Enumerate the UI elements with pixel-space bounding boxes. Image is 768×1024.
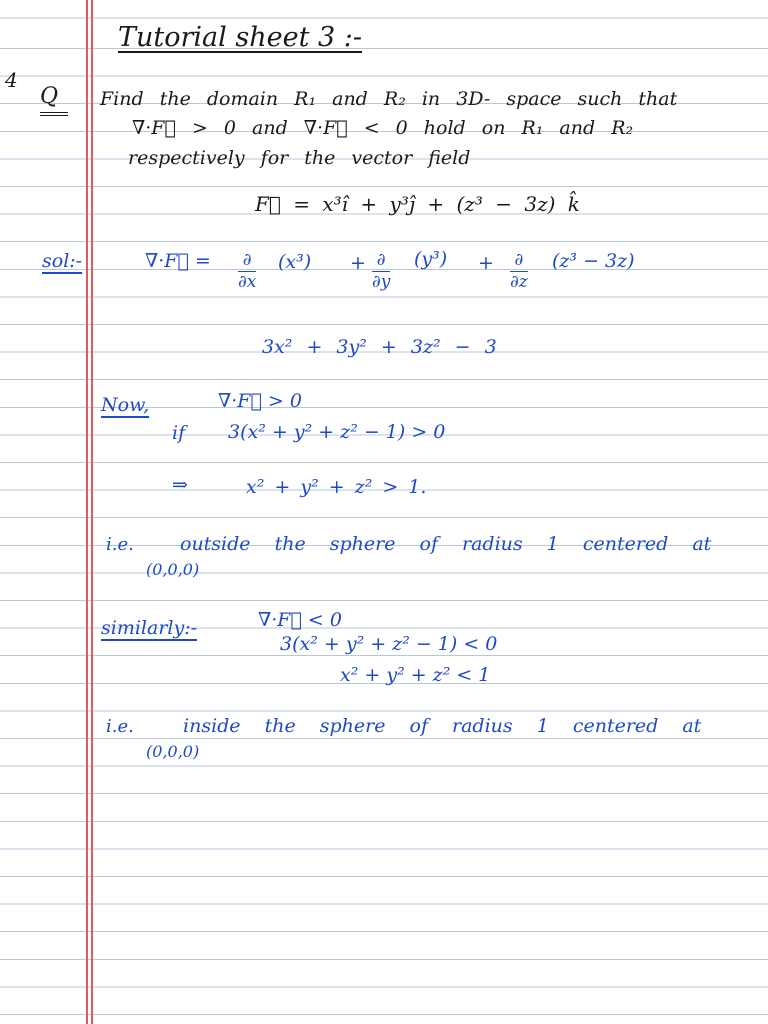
fraction-denominator: ∂x bbox=[238, 272, 257, 292]
partial-x-fraction bbox=[238, 252, 256, 291]
partial-y-fraction bbox=[372, 252, 390, 291]
divergence-result: 3x² + 3y² + 3z² − 3 bbox=[262, 336, 497, 358]
fraction-denominator: ∂z bbox=[510, 272, 528, 292]
margin-line bbox=[91, 0, 93, 1024]
term-2-argument: (y³) bbox=[414, 248, 448, 270]
now-label: Now, bbox=[101, 394, 150, 416]
inside-sphere-inequality: x² + y² + z² < 1 bbox=[340, 664, 491, 686]
outside-conclusion: outside the sphere of radius 1 centered at bbox=[180, 533, 712, 555]
question-label-underline bbox=[40, 112, 68, 116]
center-point: (0,0,0) bbox=[146, 560, 200, 579]
partial-z-fraction bbox=[510, 252, 528, 291]
term-1-argument: (x³) bbox=[278, 251, 312, 273]
plus-sign: + bbox=[350, 252, 366, 274]
margin-mark: 4 bbox=[5, 68, 18, 92]
divergence-lhs: ∇·F⃗ = bbox=[145, 250, 211, 272]
question-line-3: respectively for the vector field bbox=[128, 147, 471, 169]
outside-sphere-inequality: x² + y² + z² > 1. bbox=[246, 476, 427, 498]
inside-conclusion: inside the sphere of radius 1 centered at bbox=[183, 715, 702, 737]
question-line-1: Find the domain R₁ and R₂ in 3D- space such that bbox=[100, 88, 678, 110]
question-label: Q bbox=[40, 84, 59, 109]
ie-label: i.e. bbox=[106, 534, 134, 555]
if-label: if bbox=[172, 422, 186, 444]
solution-label: sol:- bbox=[42, 250, 83, 272]
negative-condition: ∇·F⃗ < 0 bbox=[258, 609, 342, 631]
positive-inequality: 3(x² + y² + z² − 1) > 0 bbox=[228, 421, 446, 443]
question-line-2: ∇·F⃗ > 0 and ∇·F⃗ < 0 hold on R₁ and R₂ bbox=[132, 117, 634, 139]
negative-inequality: 3(x² + y² + z² − 1) < 0 bbox=[280, 633, 498, 655]
fraction-numerator: ∂ bbox=[372, 252, 390, 272]
implies-arrow: ⇒ bbox=[172, 474, 188, 496]
center-point: (0,0,0) bbox=[146, 742, 200, 761]
fraction-denominator: ∂y bbox=[372, 272, 391, 292]
vector-field-equation: F⃗ = x³î + y³ĵ + (z³ − 3z) k̂ bbox=[255, 192, 580, 216]
fraction-numerator: ∂ bbox=[238, 252, 256, 272]
plus-sign: + bbox=[478, 252, 494, 274]
page-title: Tutorial sheet 3 :- bbox=[118, 22, 362, 53]
term-3-argument: (z³ − 3z) bbox=[552, 250, 635, 272]
positive-condition: ∇·F⃗ > 0 bbox=[218, 390, 302, 412]
fraction-numerator: ∂ bbox=[510, 252, 528, 272]
margin-line bbox=[86, 0, 88, 1024]
ie-label: i.e. bbox=[106, 716, 134, 737]
similarly-label: similarly:- bbox=[101, 617, 198, 639]
